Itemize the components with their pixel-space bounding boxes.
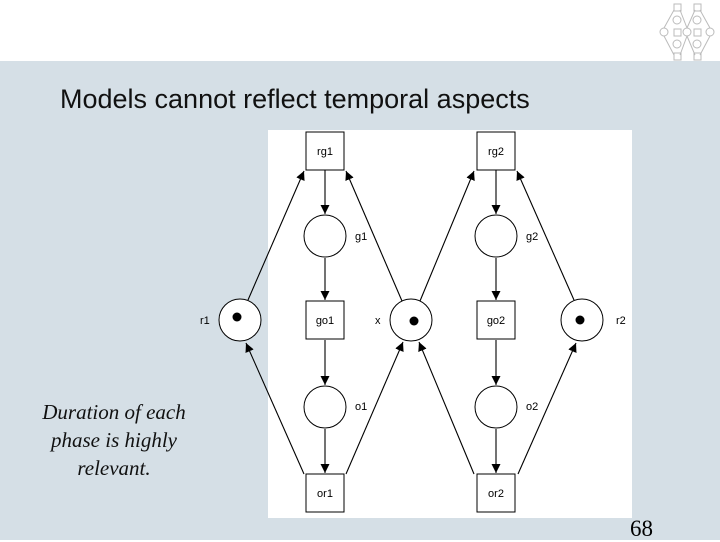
token-r1 bbox=[233, 313, 242, 322]
arc-or1-r1 bbox=[246, 343, 304, 474]
caption-line-1: Duration of each bbox=[42, 400, 186, 424]
label-x: x bbox=[375, 315, 381, 327]
token-x bbox=[410, 317, 419, 326]
label-r2: r2 bbox=[616, 315, 626, 327]
place-g2 bbox=[475, 215, 517, 257]
arc-or2-x bbox=[419, 342, 474, 474]
label-o1: o1 bbox=[355, 401, 368, 413]
label-go2: go2 bbox=[486, 315, 506, 327]
label-g1: g1 bbox=[355, 231, 368, 243]
caption-line-2: phase is highly bbox=[51, 428, 177, 452]
label-or2: or2 bbox=[488, 488, 504, 500]
place-g1 bbox=[304, 215, 346, 257]
label-r1: r1 bbox=[200, 315, 210, 327]
arc-r1-rg1 bbox=[248, 171, 304, 300]
label-o2: o2 bbox=[526, 401, 539, 413]
caption-line-3: relevant. bbox=[77, 456, 151, 480]
page-number: 68 bbox=[630, 516, 653, 541]
label-g2: g2 bbox=[526, 231, 539, 243]
arc-x-rg2 bbox=[420, 171, 474, 301]
label-go1: go1 bbox=[315, 315, 335, 327]
label-rg2: rg2 bbox=[488, 146, 504, 158]
place-o2 bbox=[475, 386, 517, 428]
place-o1 bbox=[304, 386, 346, 428]
slide-title: Models cannot reflect temporal aspects bbox=[60, 84, 530, 114]
token-r2 bbox=[576, 316, 585, 325]
label-rg1: rg1 bbox=[317, 146, 333, 158]
caption bbox=[24, 398, 204, 482]
label-or1: or1 bbox=[317, 488, 333, 500]
